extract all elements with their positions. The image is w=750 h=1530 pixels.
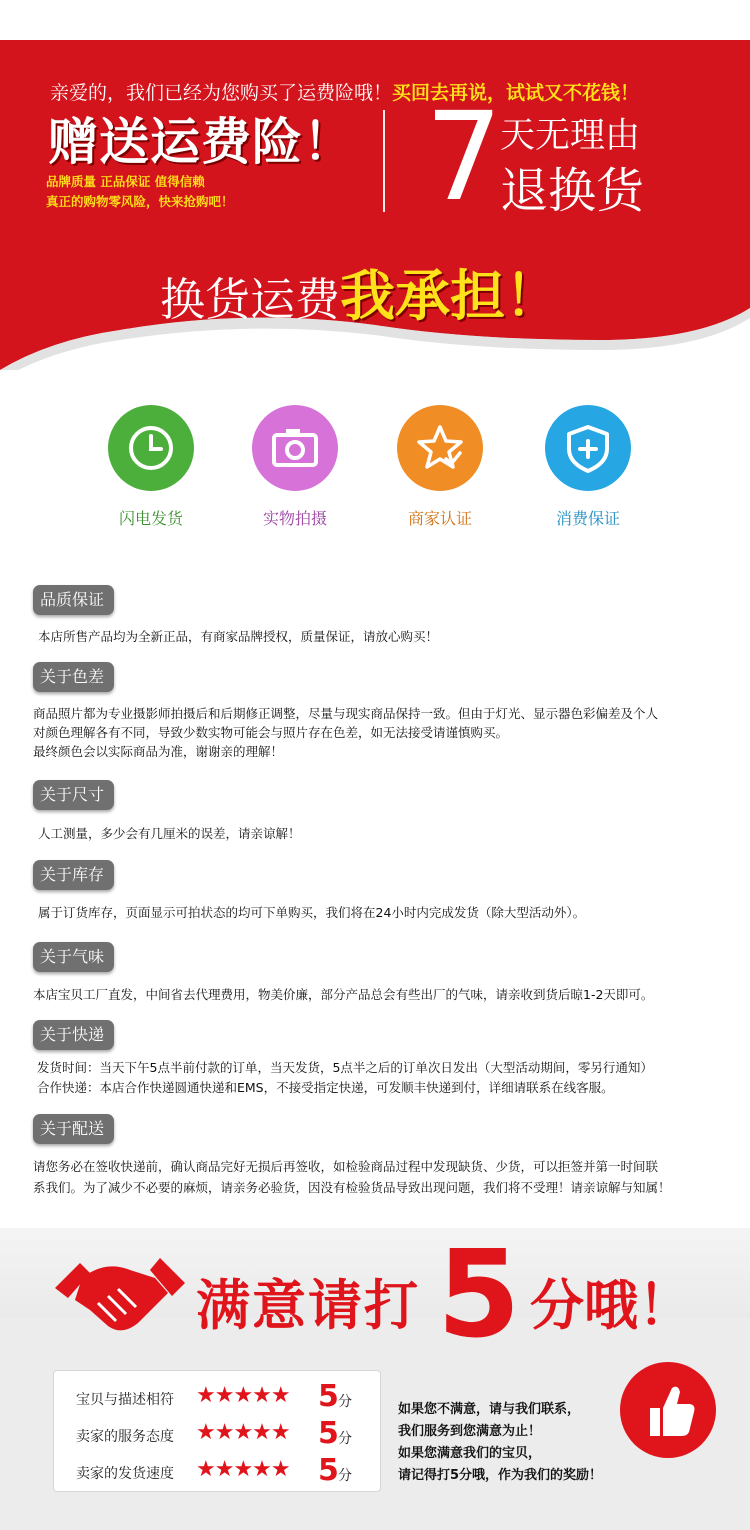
section-tag-distribution: 关于配送: [33, 1114, 114, 1144]
rating-score: 5: [318, 1416, 339, 1451]
rating-title-suffix: 分哦！: [530, 1274, 692, 1337]
feedback-line: 如果您满意我们的宝贝，: [398, 1446, 542, 1461]
feature-fast-shipping: [96, 405, 206, 529]
section-text: 本店宝贝工厂直发，中间省去代理费用，物美价廉，部分产品总会有些出厂的气味，请亲收到货后晾1-2天即可。: [33, 987, 654, 1002]
exchange-shipping-line: [160, 252, 560, 331]
rating-row-shipping-speed: [76, 1453, 376, 1491]
feature-label: 商家认证: [407, 509, 472, 528]
rating-label: 卖家的服务态度: [76, 1429, 174, 1445]
feature-real-photos: [240, 405, 350, 529]
section-text: 发货时间：当天下午5点半前付款的订单，当天发货，5点半之后的订单次日发出（大型活动期间，零另行通知）: [37, 1060, 653, 1075]
section-text: 属于订货库存，页面显示可拍状态的均可下单购买，我们将在24小时内完成发货（除大型活动外）。: [38, 905, 586, 920]
thumbs-up-icon: [620, 1362, 716, 1458]
rating-unit: 分: [338, 1468, 352, 1484]
clock-icon: [108, 405, 194, 491]
banner-divider: [383, 110, 385, 212]
rating-unit: 分: [338, 1431, 352, 1447]
rating-title-five: 5: [437, 1228, 521, 1365]
feature-label: 实物拍摄: [262, 509, 327, 528]
section-text: 系我们。为了减少不必要的麻烦，请亲务必验货，因没有检验货品导致出现问题，我们将不受理！请亲谅解与知属！: [33, 1180, 671, 1195]
rating-label: 卖家的发货速度: [76, 1466, 174, 1482]
section-tag-quality: 品质保证: [33, 585, 114, 615]
section-text: 请您务必在签收快递前，确认商品完好无损后再签收，如检验商品过程中发现缺货、少货，可以拒签并第一时间联: [33, 1159, 659, 1174]
rating-label: 宝贝与描述相符: [76, 1392, 174, 1408]
exchange-shipping-text: 换货运费: [160, 273, 341, 326]
insurance-notice: [50, 78, 639, 105]
section-tag-color-difference: 关于色差: [33, 662, 114, 692]
we-bear-it-text: 我承担！: [340, 264, 561, 328]
section-text: 人工测量，多少会有几厘米的误差，请亲谅解！: [38, 826, 301, 841]
star-check-icon: [397, 405, 483, 491]
feature-label: 消费保证: [555, 509, 620, 528]
zero-risk-slogan: 真正的购物零风险，快来抢购吧！: [46, 194, 234, 209]
rating-panel: [0, 1228, 750, 1530]
section-tag-stock: 关于库存: [33, 860, 114, 890]
gift-insurance-title: 赠送运费险！: [48, 113, 354, 171]
rating-unit: 分: [338, 1394, 352, 1410]
star-rating-icon: ★★★★★: [196, 1383, 290, 1408]
return-exchange-text: 退换货: [500, 163, 645, 219]
feature-consumer-guarantee: [533, 405, 643, 529]
feedback-line: 请记得打5分哦，作为我们的奖励！: [398, 1468, 603, 1483]
feature-merchant-verified: [385, 405, 495, 529]
rating-score: 5: [318, 1379, 339, 1414]
section-text: 本店所售产品均为全新正品，有商家品牌授权，质量保证，请放心购买！: [38, 629, 439, 644]
camera-icon: [252, 405, 338, 491]
section-text: 最终颜色会以实际商品为准，谢谢亲的理解！: [33, 744, 284, 759]
rating-title: 满意请打: [196, 1274, 420, 1337]
rating-box: [53, 1370, 381, 1492]
star-rating-icon: ★★★★★: [196, 1420, 290, 1445]
seven-days-number: 7: [425, 86, 503, 228]
feedback-line: 如果您不满意，请与我们联系，: [398, 1402, 581, 1417]
shield-plus-icon: [545, 405, 631, 491]
rating-row-description: [76, 1379, 376, 1417]
insurance-notice-text: 亲爱的，我们已经为您购买了运费险哦！: [50, 82, 393, 104]
section-tag-delivery: 关于快递: [33, 1020, 114, 1050]
feedback-line: 我们服务到您满意为止！: [398, 1424, 542, 1439]
section-tag-size: 关于尺寸: [33, 780, 114, 810]
handshake-icon: [50, 1248, 190, 1343]
shipping-insurance-banner: [0, 40, 750, 370]
quality-slogan: 品牌质量 正品保证 值得信赖: [46, 174, 205, 189]
no-reason-text: 天无理由: [500, 116, 641, 156]
star-rating-icon: ★★★★★: [196, 1457, 290, 1482]
section-text: 合作快递：本店合作快递圆通快递和EMS，不接受指定快递，可发顺丰快递到付，详细请联系在线客服。: [37, 1080, 614, 1095]
rating-row-service: [76, 1416, 376, 1454]
section-text: 商品照片都为专业摄影师拍摄后和后期修正调整，尽量与现实商品保持一致。但由于灯光、显示器色彩偏差及个人: [33, 706, 659, 721]
feature-label: 闪电发货: [118, 509, 183, 528]
rating-score: 5: [318, 1453, 339, 1488]
section-text: 对颜色理解各有不同，导致少数实物可能会与照片存在色差，如无法接受请谨慎购买。: [33, 725, 509, 740]
section-tag-smell: 关于气味: [33, 942, 114, 972]
insurance-notice-highlight: 买回去再说，试试又不花钱！: [392, 82, 640, 104]
